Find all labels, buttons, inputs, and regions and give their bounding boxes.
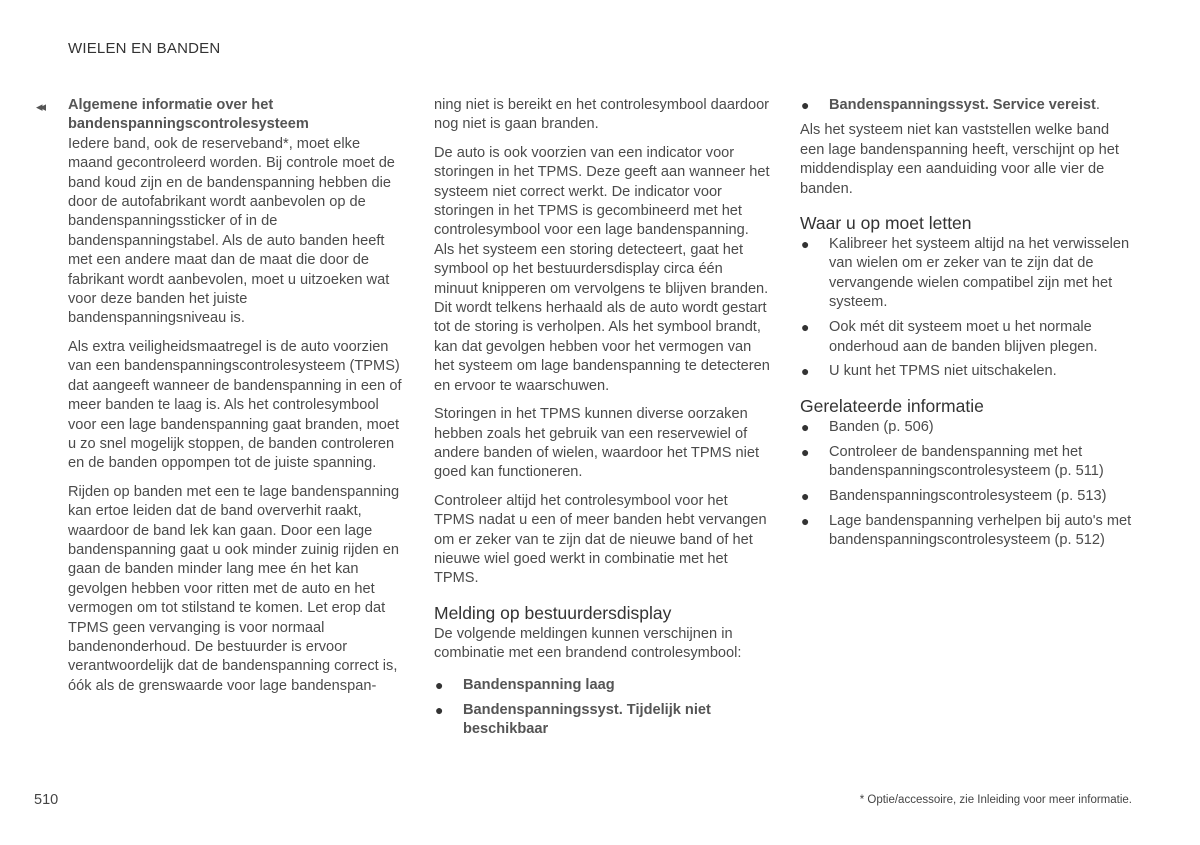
bullet-icon: ●: [801, 418, 810, 435]
related-link-text[interactable]: Banden (p. 506): [829, 418, 934, 435]
section-title-line1: Algemene informatie over het: [68, 97, 274, 113]
bullet-icon: ●: [801, 236, 810, 253]
section-title: [68, 96, 404, 135]
paragraph: ning niet is bereikt en het controlesymbool daardoor nog niet is gaan branden.: [434, 97, 770, 133]
paragraph: Controleer altijd het controlesymbool voor het TPMS nadat u een of meer banden hebt vervangen om er zeker van te zijn dat de nieuwe band of het nieuwe wiel goed werkt in combinatie met het TPMS.: [434, 492, 767, 587]
list-item: [800, 362, 1136, 381]
bullet-icon: ●: [801, 319, 810, 336]
back-arrows-icon[interactable]: ◂◂: [36, 99, 44, 114]
list-item: [434, 676, 770, 695]
message-list: [800, 96, 1136, 115]
bullet-icon: ●: [801, 97, 810, 113]
bullet-icon: ●: [801, 443, 810, 460]
message-text: Bandenspanningssyst. Service vereist: [829, 97, 1096, 113]
bullet-icon: ●: [801, 363, 810, 380]
related-link-text[interactable]: Bandenspanningscontrolesysteem (p. 513): [829, 488, 1107, 505]
related-link[interactable]: [800, 443, 1136, 482]
list-item-text: Ook mét dit systeem moet u het normale onderhoud aan de banden blijven plegen.: [829, 319, 1098, 355]
page-header: WIELEN EN BANDEN: [68, 40, 221, 57]
heading-waar: Waar u op moet letten: [800, 213, 972, 234]
related-link[interactable]: [800, 487, 1136, 506]
paragraph: De auto is ook voorzien van een indicator voor storingen in het TPMS. Deze geeft aan wanneer het systeem niet correct werkt. De indicator voor storingen in het TPMS is gecombineerd met het controlesymbool voor een lage bandenspanning. Als het systeem een storing detecteert, gaat het symbool op het bestuurdersdisplay circa één minuut knipperen om vervolgens te blijven branden. Dit wordt telkens herhaald als de auto wordt gestart tot de storing is verholpen. Als het symbool brandt, kan dat gevolgen hebben voor het vermogen van het systeem om lage bandenspanning te detecteren en ervoor te waarschuwen.: [434, 144, 770, 394]
column-3: [800, 96, 1136, 560]
related-link[interactable]: [800, 418, 1136, 437]
column-1: [36, 96, 404, 705]
bullet-icon: ●: [435, 701, 444, 718]
paragraph: De volgende meldingen kunnen verschijnen in combinatie met een brandend controlesymbool:: [434, 625, 742, 662]
page-number: 510: [34, 792, 59, 808]
footnote: * Optie/accessoire, zie Inleiding voor meer informatie.: [859, 794, 1132, 806]
list-item: [800, 318, 1136, 357]
related-link[interactable]: [800, 512, 1136, 551]
bullet-icon: ●: [801, 513, 810, 529]
related-link-text[interactable]: Lage bandenspanning verhelpen bij auto's met bandenspanningscontrolesysteem (p. 512): [829, 513, 1132, 549]
heading-melding: Melding op bestuurdersdisplay: [434, 602, 672, 623]
bullet-icon: ●: [801, 488, 810, 505]
column-2: [434, 96, 770, 749]
message-list: [434, 676, 770, 740]
bullet-icon: ●: [435, 676, 444, 693]
list-item: [800, 235, 1136, 313]
attention-list: [800, 235, 1136, 382]
heading-gerelateerd: Gerelateerde informatie: [800, 395, 984, 416]
list-item: [800, 96, 1136, 115]
paragraph: Rijden op banden met een te lage bandenspanning kan ertoe leiden dat de band oververhit raakt, waardoor de band lek kan gaan. Door een lage bandenspanning gaat u ook minder zuinig rijden en gaan de banden minder lang mee én het kan gevolgen hebben voor ritten met de auto en het vermogen om tot stilstand te komen. Let erop dat TPMS geen vervanging is voor normaal bandenonderhoud. De bestuurder is ervoor verantwoordelijk dat de bandenspanning correct is, óók als de grenswaarde voor lage bandenspan-: [68, 483, 400, 694]
section-title-line2: bandenspanningscontrolesysteem: [68, 116, 309, 133]
message-suffix: .: [1095, 97, 1100, 113]
paragraph: Als extra veiligheidsmaatregel is de auto voorzien van een bandenspanningscontrolesysteem (TPMS) dat aangeeft wanneer de bandenspanning in een of meer banden te laag is. Als het controlesymbool voor een lage bandenspanning gaat branden, moet u zo snel mogelijk stoppen, de banden controleren en de banden oppompen tot de juiste spanning.: [68, 338, 402, 472]
paragraph: Als het systeem niet kan vaststellen welke band een lage bandenspanning heeft, verschijnt op het middendisplay een aanduiding voor alle vier de banden.: [800, 122, 1119, 197]
paragraph: Iedere band, ook de reserveband*, moet elke maand gecontroleerd worden. Bij controle moet de band koud zijn en de bandenspanning hebben die door de autofabrikant wordt aanbevolen op de bandenspanningssticker of in de bandenspanningstabel. Als de auto banden heeft met een andere maat dan de maat die door de fabrikant wordt aanbevolen, moet u uitzoeken wat voor deze banden het juiste bandenspanningsniveau is.: [68, 135, 395, 327]
list-item-text: U kunt het TPMS niet uitschakelen.: [829, 363, 1057, 380]
related-list: [800, 418, 1136, 551]
message-text: Bandenspanning laag: [463, 676, 615, 693]
related-link-text[interactable]: Controleer de bandenspanning met het bandenspanningscontrolesysteem (p. 511): [829, 443, 1104, 480]
list-item-text: Kalibreer het systeem altijd na het verwisselen van wielen om er zeker van te zijn dat de vervangende wielen compatibel zijn met het systeem.: [829, 236, 1130, 311]
paragraph: Storingen in het TPMS kunnen diverse oorzaken hebben zoals het gebruik van een reservewiel of andere banden of wielen, waardoor het TPMS niet goed kan functioneren.: [434, 406, 760, 481]
message-text: Bandenspanningssyst. Tijdelijk niet beschikbaar: [463, 701, 711, 738]
list-item: [434, 701, 770, 740]
